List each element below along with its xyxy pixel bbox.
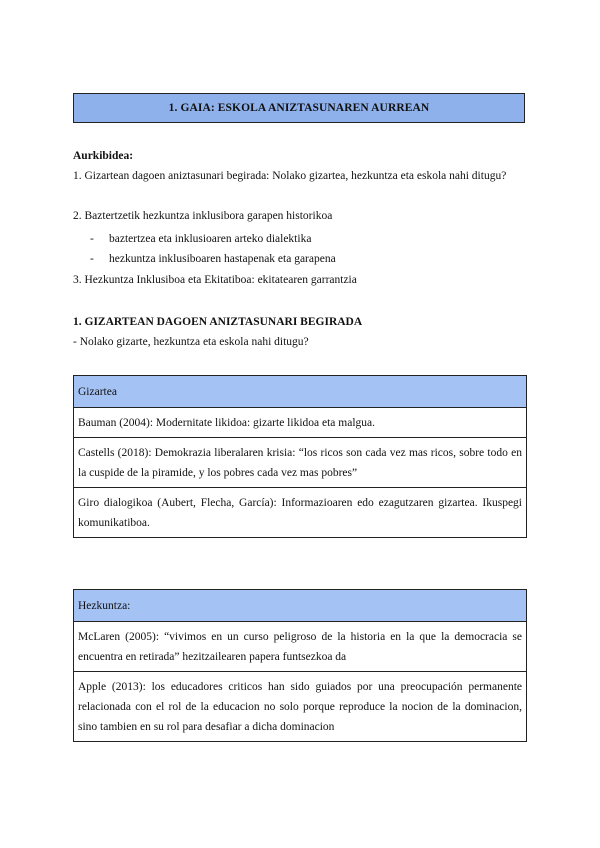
section-1-heading: 1. GIZARTEAN DAGOEN ANIZTASUNARI BEGIRADA [73,316,363,328]
toc-sub-dash-2: - [90,253,94,265]
gizartea-header: Gizartea [74,376,527,408]
gizartea-row-3: Giro dialogikoa (Aubert, Flecha, García): Informazioaren edo ezagutzaren gizartea. Ikuspegi komunikatiboa. [74,488,527,538]
hezkuntza-table [73,589,527,742]
page-title: 1. GAIA: ESKOLA ANIZTASUNAREN AURREAN [73,93,525,123]
toc-item-1: 1. Gizartean dagoen aniztasunari begirada: Nolako gizartea, hezkuntza eta eskola nahi ditugu? [73,170,507,182]
toc-sub-dash-1: - [90,233,94,245]
toc-sub-item-1: baztertzea eta inklusioaren arteko dialektika [109,233,312,245]
table-row [74,438,527,488]
toc-sub-item-2: hezkuntza inklusiboaren hastapenak eta garapena [109,253,336,265]
toc-item-3: 3. Hezkuntza Inklusiboa eta Ekitatiboa: ekitatearen garrantzia [73,274,357,286]
aurkibidea-heading: Aurkibidea: [73,150,134,162]
table-header-row [74,376,527,408]
table-header-row [74,590,527,622]
hezkuntza-row-2: Apple (2013): los educadores criticos han sido guiados por una preocupación permanente relacionada con el rol de la educacion no solo porque reproduce la nocion de la dominacion, sino tambien en su rol para desafiar a dicha dominacion [74,672,527,742]
table-row [74,622,527,672]
gizartea-row-2: Castells (2018): Demokrazia liberalaren krisia: “los ricos son cada vez mas ricos, sobre todo en la cuspide de la piramide, y los pobres cada vez mas pobres” [74,438,527,488]
gizartea-row-1: Bauman (2004): Modernitate likidoa: gizarte likidoa eta malgua. [74,408,527,438]
section-1-subtitle: - Nolako gizarte, hezkuntza eta eskola nahi ditugu? [73,336,309,348]
gizartea-table [73,375,527,538]
table-row [74,408,527,438]
toc-item-2: 2. Baztertzetik hezkuntza inklusibora garapen historikoa [73,210,333,222]
hezkuntza-row-1: McLaren (2005): “vivimos en un curso peligroso de la historia en la que la democracia se encuentra en retirada” hezitzailearen papera funtsezkoa da [74,622,527,672]
hezkuntza-header: Hezkuntza: [74,590,527,622]
table-row [74,488,527,538]
table-row [74,672,527,742]
